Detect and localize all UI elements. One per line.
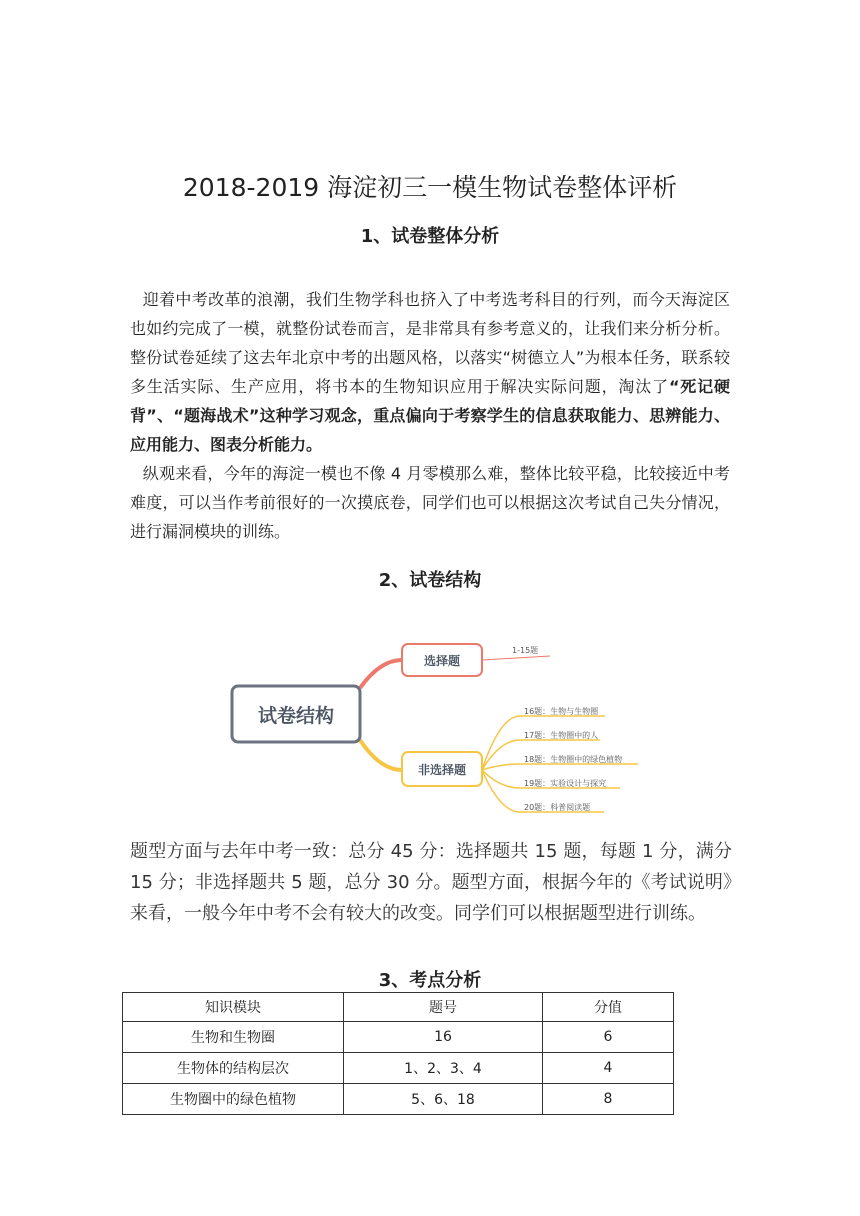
branch2-leaf-2: 17题：生物圈中的人	[524, 731, 599, 740]
table-row	[123, 1022, 674, 1053]
table-header-score: 分值	[543, 993, 674, 1022]
table-cell: 生物体的结构层次	[123, 1053, 344, 1084]
paragraph-1	[130, 285, 730, 459]
paragraph-3: 题型方面与去年中考一致：总分 45 分：选择题共 15 题，每题 1 分，满分 15 分；非选择题共 5 题，总分 30 分。题型方面，根据今年的《考试说明》来看，一般今年中考不会有较大的改变。同学们可以根据题型进行训练。	[130, 841, 732, 924]
document-title: 2018-2019 海淀初三一模生物试卷整体评析	[182, 173, 678, 202]
branch1-leaf: 1-15题	[512, 646, 539, 655]
table-header-module: 知识模块	[123, 993, 344, 1022]
table-cell: 4	[543, 1053, 674, 1084]
table-header-question-no: 题号	[344, 993, 543, 1022]
branch2-leaf-1: 16题：生物与生物圈	[524, 707, 599, 716]
table-cell: 生物圈中的绿色植物	[123, 1084, 344, 1115]
section-2-heading: 2、试卷结构	[378, 570, 482, 591]
root-to-branch2-connector	[360, 740, 402, 770]
table-row	[123, 1053, 674, 1084]
table-cell: 生物和生物圈	[123, 1022, 344, 1053]
section-1-body	[130, 285, 730, 546]
knowledge-point-table	[122, 992, 674, 1115]
branch2-leaf-5: 20题：科普阅读题	[524, 803, 591, 812]
table-header-row	[123, 993, 674, 1022]
branch2-leaf-3: 18题：生物圈中的绿色植物	[524, 755, 623, 764]
branch2-node-label: 非选择题	[417, 763, 467, 777]
table-row	[123, 1084, 674, 1115]
paragraph-2: 纵观来看，今年的海淀一模也不像 4 月零模那么难，整体比较平稳，比较接近中考难度，可以当作考前很好的一次摸底卷，同学们也可以根据这次考试自己失分情况，进行漏洞模块的训练。	[130, 464, 730, 541]
table-cell: 6	[543, 1022, 674, 1053]
table-cell: 8	[543, 1084, 674, 1115]
section-2-body	[130, 836, 732, 929]
branch1-node-label: 选择题	[423, 654, 461, 668]
section-1-heading: 1、试卷整体分析	[360, 226, 500, 247]
paragraph-1-text: 迎着中考改革的浪潮，我们生物学科也挤入了中考选考科目的行列，而今天海淀区也如约完成了一模，就整份试卷而言，是非常具有参考意义的，让我们来分析分析。整份试卷延续了这去年北京中考的出题风格，以落实“树德立人”为根本任务，联系较多生活实际、生产应用，将书本的生物知识应用于解决实际问题，淘汰了	[130, 290, 730, 396]
table-cell: 5、6、18	[344, 1084, 543, 1115]
root-to-branch1-connector	[360, 660, 402, 688]
section-3-heading: 3、考点分析	[378, 970, 482, 991]
paragraph-1-bold-text: “死记硬背”、“题海战术”这种学习观念，重点偏向于考察学生的信息获取能力、思辨能力、应用能力、图表分析能力。	[130, 377, 730, 454]
exam-structure-mindmap	[220, 630, 660, 830]
branch2-leaf-4: 19题：实验设计与探究	[524, 779, 607, 788]
table-cell: 1、2、3、4	[344, 1053, 543, 1084]
branch2-leaf-connector-3	[482, 764, 638, 770]
root-node-label: 试卷结构	[257, 705, 335, 727]
table-cell: 16	[344, 1022, 543, 1053]
branch1-leaf-line	[482, 656, 550, 660]
